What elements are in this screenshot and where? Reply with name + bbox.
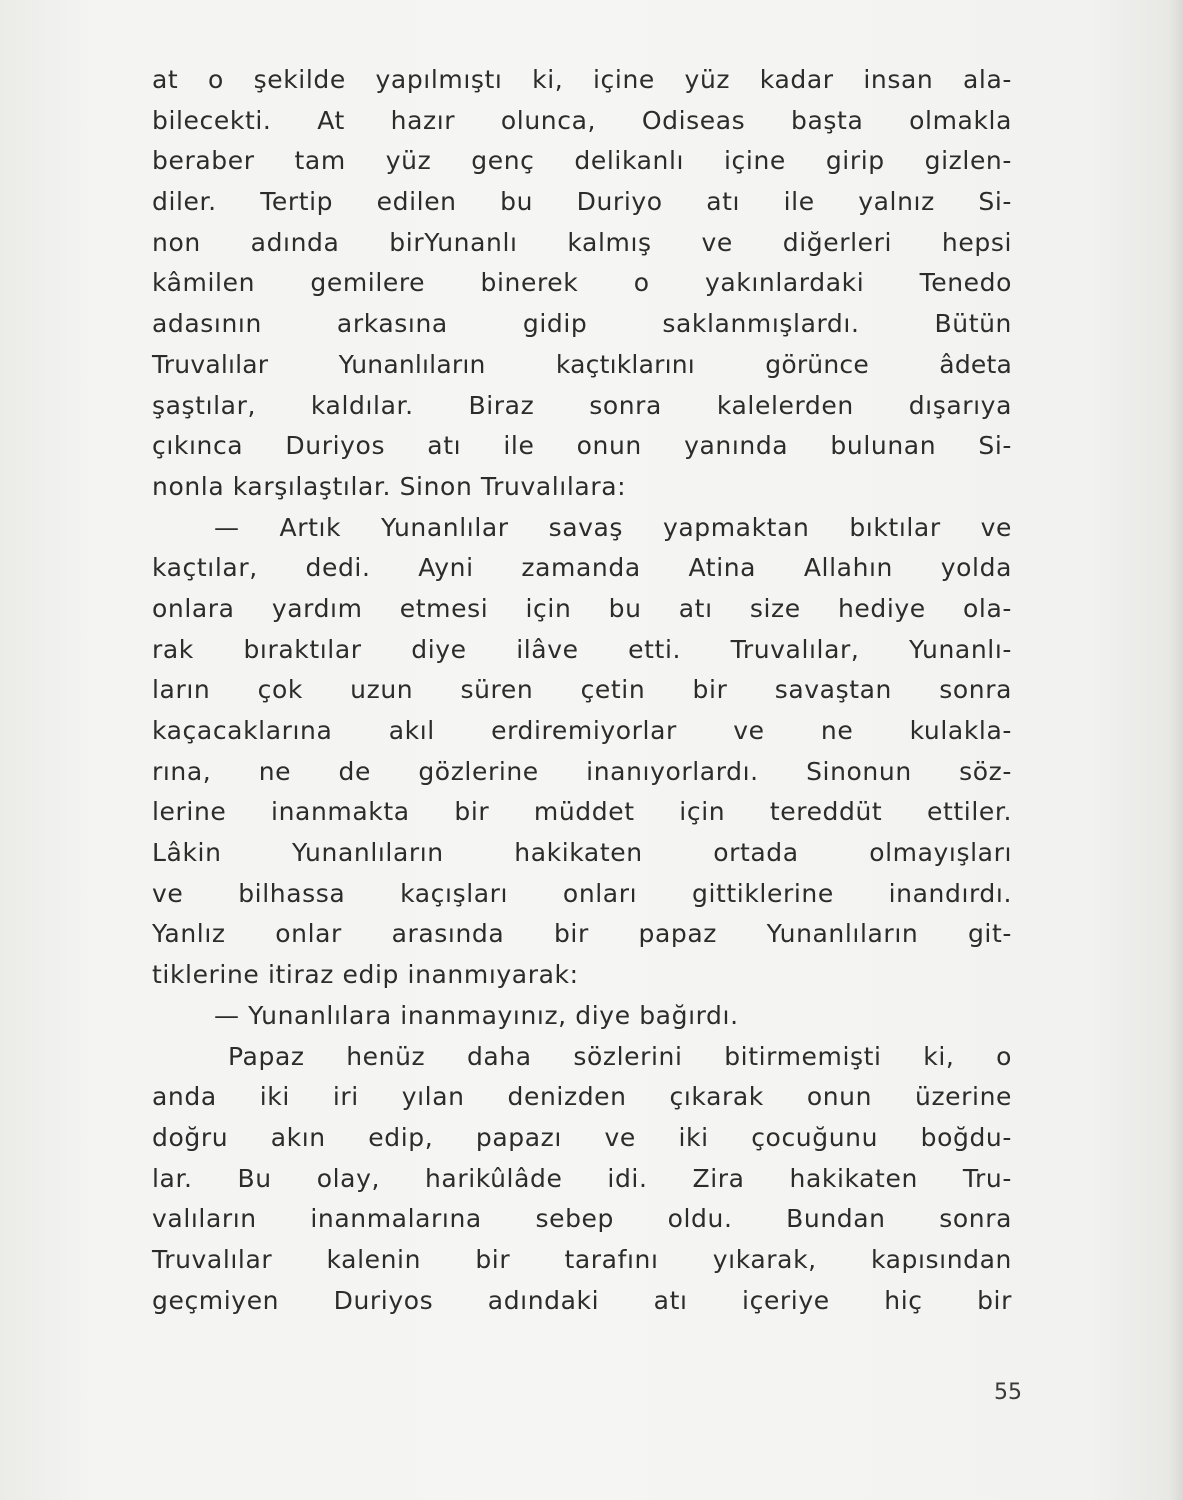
text-line: onlara yardım etmesi için bu atı size hediye ola-	[152, 593, 1012, 623]
text-line: şaştılar, kaldılar. Biraz sonra kalelerden dışarıya	[152, 390, 1012, 420]
text-line: valıların inanmalarına sebep oldu. Bundan sonra	[152, 1204, 1012, 1234]
text-line: rına, ne de gözlerine inanıyorlardı. Sinonun söz-	[152, 756, 1012, 786]
text-line: rak bıraktılar diye ilâve etti. Truvalılar, Yunanlı-	[152, 634, 1012, 664]
text-line: adasının arkasına gidip saklanmışlardı. Bütün	[152, 309, 1012, 339]
text-line: lar. Bu olay, harikûlâde idi. Zira hakikaten Tru-	[152, 1163, 1012, 1193]
text-line: at o şekilde yapılmıştı ki, içine yüz kadar insan ala-	[152, 65, 1012, 94]
text-line: nonla karşılaştılar. Sinon Truvalılara:	[152, 471, 627, 501]
page-number: 55	[994, 1380, 1022, 1405]
text-line: beraber tam yüz genç delikanlı içine girip gizlen-	[152, 146, 1012, 176]
text-line: Truvalılar Yunanlıların kaçtıklarını görünce âdeta	[152, 349, 1012, 379]
text-line: lerine inanmakta bir müddet için tereddüt ettiler.	[152, 797, 1012, 827]
text-line: doğru akın edip, papazı ve iki çocuğunu boğdu-	[152, 1122, 1012, 1152]
text-line: ların çok uzun süren çetin bir savaştan sonra	[152, 675, 1012, 705]
dialogue-line: — Yunanlılara inanmayınız, diye bağırdı.	[214, 1000, 739, 1030]
text-line: Yanlız onlar arasında bir papaz Yunanlıların git-	[152, 919, 1012, 949]
text-line: non adında birYunanlı kalmış ve diğerleri hepsi	[152, 227, 1012, 257]
body-text	[152, 60, 1012, 1321]
text-line: diler. Tertip edilen bu Duriyo atı ile yalnız Si-	[152, 187, 1012, 217]
text-line: geçmiyen Duriyos adındaki atı içeriye hiç bir	[152, 1285, 1012, 1315]
text-line: kâmilen gemilere binerek o yakınlardaki Tenedo	[152, 268, 1012, 298]
dialogue-line: — Artık Yunanlılar savaş yapmaktan bıktılar ve	[214, 512, 1012, 542]
text-line: Truvalılar kalenin bir tarafını yıkarak, kapısından	[152, 1244, 1012, 1274]
text-line: anda iki iri yılan denizden çıkarak onun üzerine	[152, 1082, 1012, 1112]
text-line: ve bilhassa kaçışları onları gittiklerine inandırdı.	[152, 878, 1012, 908]
text-line: Lâkin Yunanlıların hakikaten ortada olmayışları	[152, 838, 1012, 868]
text-line: kaçtılar, dedi. Ayni zamanda Atina Allahın yolda	[152, 553, 1012, 583]
paragraph-start-line: Papaz henüz daha sözlerini bitirmemişti ki, o	[228, 1041, 1012, 1071]
text-line: bilecekti. At hazır olunca, Odiseas başta olmakla	[152, 105, 1012, 135]
text-line: tiklerine itiraz edip inanmıyarak:	[152, 960, 579, 990]
page-edge-shadow	[1169, 0, 1183, 1500]
text-line: çıkınca Duriyos atı ile onun yanında bulunan Si-	[152, 431, 1012, 461]
text-line: kaçacaklarına akıl erdiremiyorlar ve ne kulakla-	[152, 716, 1012, 745]
